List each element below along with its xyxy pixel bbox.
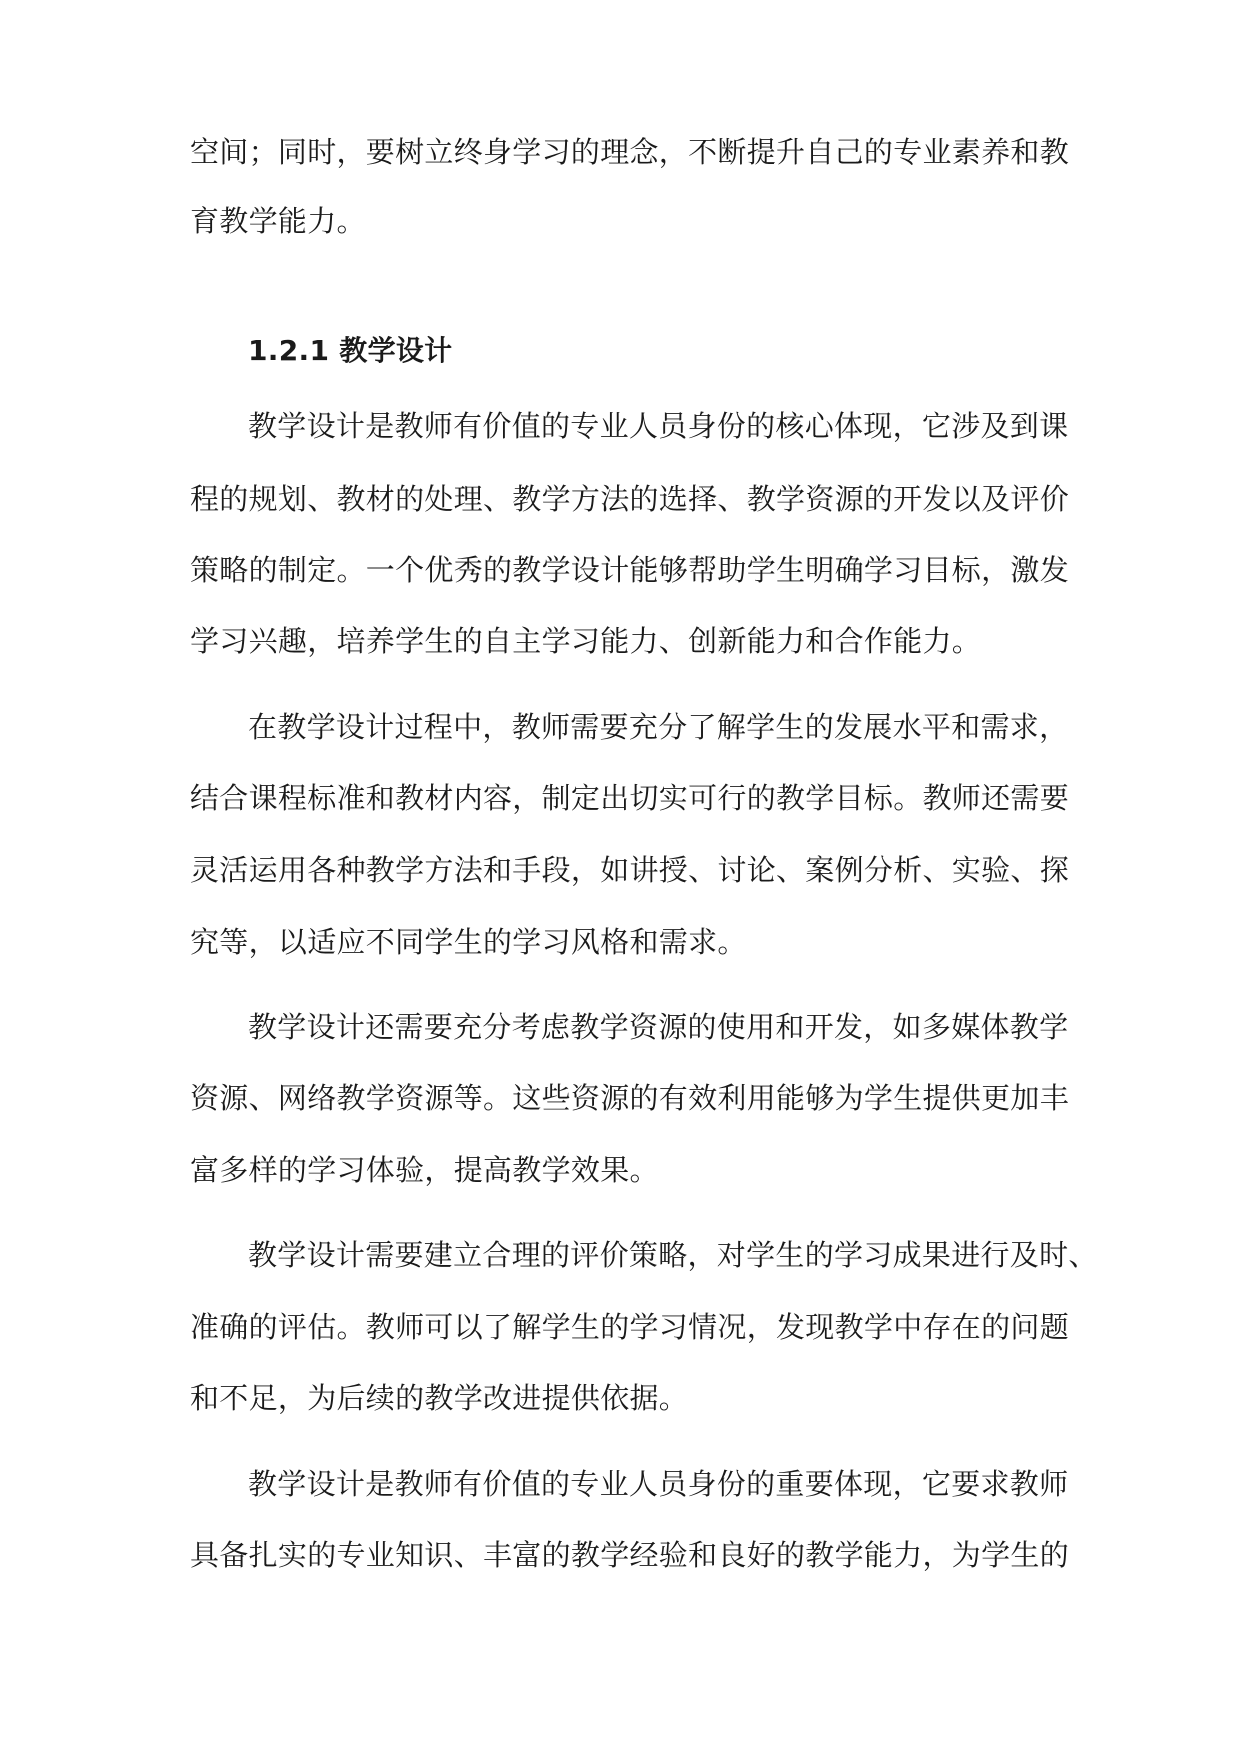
text-line: 富多样的学习体验，提高教学效果。 — [190, 1153, 659, 1187]
text-line: 程的规划、教材的处理、教学方法的选择、教学资源的开发以及评价 — [190, 482, 1070, 516]
text-line: 究等，以适应不同学生的学习风格和需求。 — [190, 925, 747, 959]
paragraph-first-line: 教学设计需要建立合理的评价策略，对学生的学习成果进行及时、 — [248, 1238, 1098, 1272]
text-line: 育教学能力。 — [190, 204, 366, 238]
text-line: 灵活运用各种教学方法和手段，如讲授、讨论、案例分析、实验、探 — [190, 853, 1070, 887]
text-line: 资源、网络教学资源等。这些资源的有效利用能够为学生提供更加丰 — [190, 1081, 1070, 1115]
paragraph-first-line: 教学设计是教师有价值的专业人员身份的核心体现，它涉及到课 — [248, 409, 1069, 443]
paragraph-first-line: 在教学设计过程中，教师需要充分了解学生的发展水平和需求， — [248, 710, 1069, 744]
paragraph-first-line: 教学设计还需要充分考虑教学资源的使用和开发，如多媒体教学 — [248, 1010, 1069, 1044]
paragraph-first-line: 教学设计是教师有价值的专业人员身份的重要体现，它要求教师 — [248, 1467, 1069, 1501]
text-line: 准确的评估。教师可以了解学生的学习情况，发现教学中存在的问题 — [190, 1310, 1070, 1344]
text-line: 空间；同时，要树立终身学习的理念，不断提升自己的专业素养和教 — [190, 135, 1070, 169]
text-line: 和不足，为后续的教学改进提供依据。 — [190, 1381, 689, 1415]
section-heading: 1.2.1 教学设计 — [248, 334, 453, 367]
text-line: 学习兴趣，培养学生的自主学习能力、创新能力和合作能力。 — [190, 624, 982, 658]
text-line: 策略的制定。一个优秀的教学设计能够帮助学生明确学习目标，激发 — [190, 553, 1070, 587]
text-line: 具备扎实的专业知识、丰富的教学经验和良好的教学能力，为学生的 — [190, 1538, 1070, 1572]
text-line: 结合课程标准和教材内容，制定出切实可行的教学目标。教师还需要 — [190, 781, 1070, 815]
